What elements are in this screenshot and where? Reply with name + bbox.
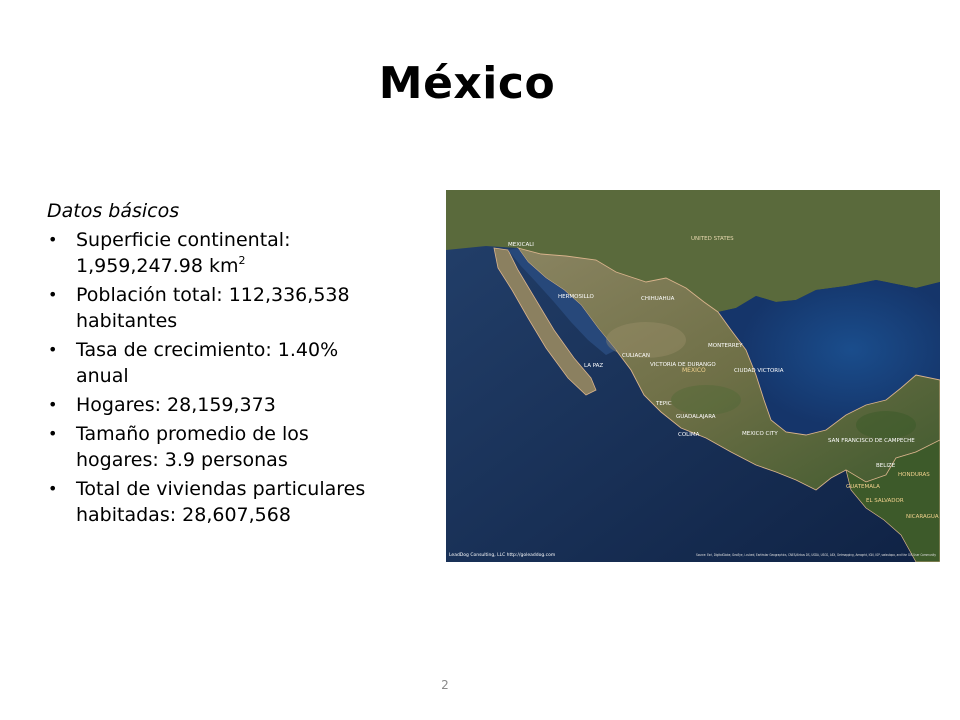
fact-text: Hogares: 28,159,373 [76,394,276,416]
label-nicaragua: NICARAGUA [906,514,939,520]
bullet-icon: • [48,285,58,304]
bullet-icon: • [48,395,58,414]
label-victoria: CIUDAD VICTORIA [734,368,784,374]
satellite-map [446,190,940,562]
fact-text: Tamaño promedio de los hogares: 3.9 personas [76,423,309,471]
fact-text: Población total: 112,336,538 habitantes [76,284,350,332]
texture [671,385,741,415]
bullet-icon: • [48,479,58,498]
label-chihuahua: CHIHUAHUA [641,296,675,302]
list-item [47,227,387,279]
list-item [47,476,387,528]
label-la-paz: LA PAZ [584,363,604,369]
label-monterrey: MONTERREY [708,343,743,349]
fact-text: Tasa de crecimiento: 1.40% anual [76,339,339,387]
slide-title: México [378,58,556,109]
label-colima: COLIMA [678,432,700,438]
map-svg [446,190,940,562]
map-credit-right: Source: Esri, DigitalGlobe, GeoEye, i-cubed, Earthstar Geographics, CNES/Airbus DS, USDA, USGS, AEX, Getmapping, Aerogrid, IGN, IGP, swisstopo, and the GIS User Community [696,553,937,557]
label-belize: BELIZE [876,463,896,469]
label-guatemala: GUATEMALA [846,484,880,490]
label-hermosillo: HERMOSILLO [558,294,594,300]
superscript: 2 [238,254,246,267]
texture [856,411,916,439]
label-usa: UNITED STATES [691,236,734,242]
map-credit-left: LeadDog Consulting, LLC http://goleaddog.com [449,553,556,558]
label-guadalajara: GUADALAJARA [676,414,716,420]
list-item [47,337,387,389]
label-mexicali: MEXICALI [508,242,534,248]
content-block [47,198,387,531]
bullet-icon: • [48,340,58,359]
label-campeche: SAN FRANCISCO DE CAMPECHE [828,438,915,444]
bullet-icon: • [48,230,58,249]
page-number: 2 [441,678,449,692]
label-el-salvador: EL SALVADOR [866,498,904,504]
fact-text: Superficie continental: 1,959,247.98 km [76,229,291,277]
subtitle: Datos básicos [47,200,180,222]
list-item [47,282,387,334]
fact-text: Total de viviendas particulares habitadas: 28,607,568 [76,478,366,526]
list-item [47,421,387,473]
label-culiacan: CULIACAN [622,353,650,359]
label-tepic: TEPIC [656,401,672,407]
bullet-icon: • [48,424,58,443]
facts-list [47,227,387,528]
label-honduras: HONDURAS [898,472,930,478]
label-mexico-city: MEXICO CITY [742,431,778,437]
list-item [47,392,387,418]
label-mexico: MEXICO [682,367,706,374]
label-durango: VICTORIA DE DURANGO [650,362,716,368]
